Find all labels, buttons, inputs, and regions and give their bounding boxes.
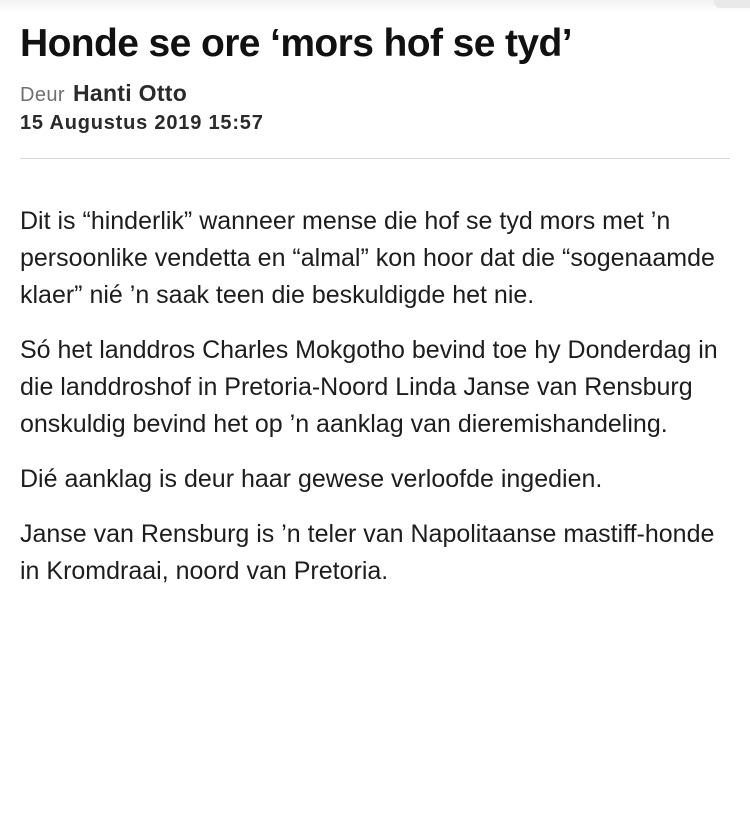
paragraph: Só het landdros Charles Mokgotho bevind toe hy Donderdag in die landdroshof in Pretoria-Noord Linda Janse van Rensburg onskuldig bevind het op ’n aanklag van dieremishandeling. (20, 336, 718, 438)
paragraph: Dié aanklag is deur haar gewese verloofde ingedien. (20, 465, 603, 493)
top-edge-shadow (0, 0, 750, 12)
byline-prefix: Deur (20, 84, 65, 106)
byline (20, 79, 732, 107)
publish-timestamp: 15 Augustus 2019 15:57 (20, 112, 264, 134)
article (20, 18, 732, 608)
top-edge-tab (714, 0, 750, 8)
author-link[interactable]: Hanti Otto (72, 80, 188, 106)
paragraph: Janse van Rensburg is ’n teler van Napolitaanse mastiff-honde in Kromdraai, noord van Pretoria. (20, 520, 715, 585)
article-body (20, 203, 732, 590)
paragraph: Dit is “hinderlik” wanneer mense die hof se tyd mors met ’n persoonlike vendetta en “almal” kon hoor dat die “sogenaamde klaer” nié ’n saak teen die beskuldigde het nie. (20, 207, 715, 309)
header-divider (20, 158, 730, 159)
article-headline: Honde se ore ‘mors hof se tyd’ (20, 22, 572, 65)
